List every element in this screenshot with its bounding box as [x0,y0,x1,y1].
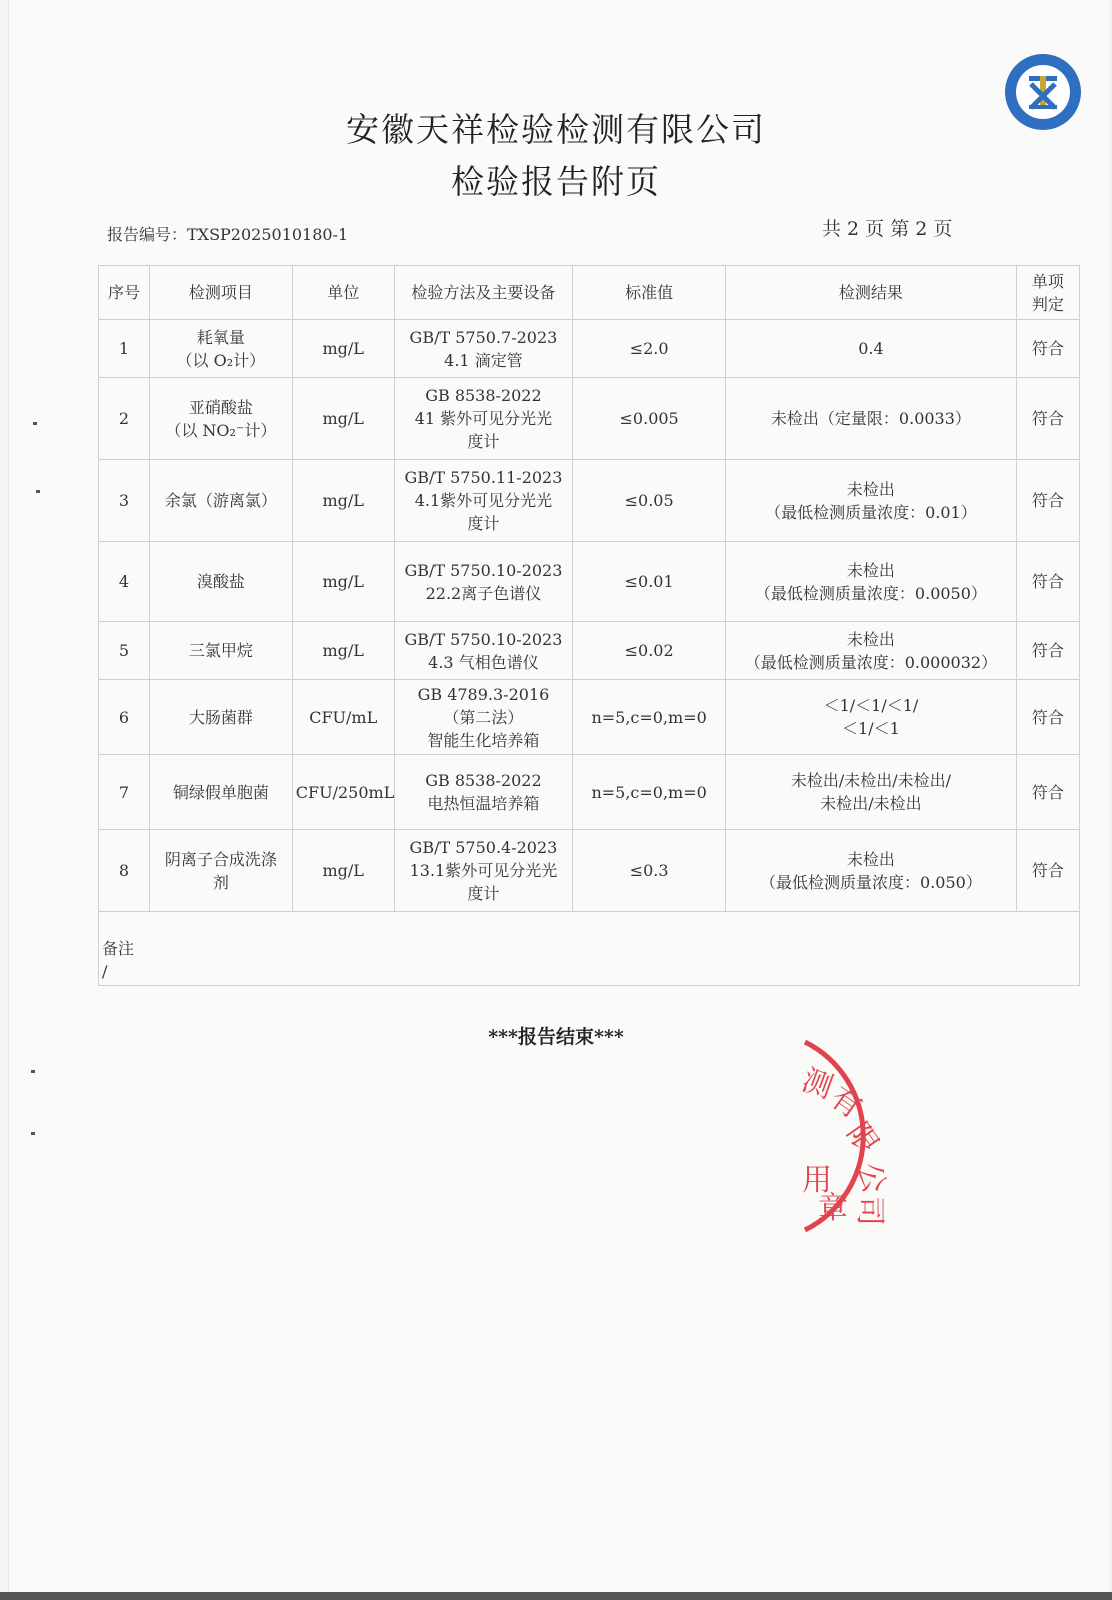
cell-seq: 4 [99,542,150,622]
cell-result: 未检出/未检出/未检出/ 未检出/未检出 [726,755,1017,830]
cell-unit: mg/L [292,460,394,542]
cell-method: GB/T 5750.7-2023 4.1 滴定管 [394,320,572,378]
cell-item: 溴酸盐 [149,542,292,622]
cell-method: GB/T 5750.11-2023 4.1紫外可见分光光 度计 [394,460,572,542]
cell-unit: CFU/mL [292,680,394,755]
cell-item: 铜绿假单胞菌 [149,755,292,830]
header-seq: 序号 [99,266,150,320]
cell-judgement: 符合 [1016,830,1079,912]
cell-standard: ≤0.3 [573,830,726,912]
official-seal-stamp [730,1030,930,1245]
svg-text:章: 章 [818,1192,848,1225]
cell-standard: ≤0.005 [573,378,726,460]
cell-seq: 7 [99,755,150,830]
cell-unit: mg/L [292,622,394,680]
table-row [99,622,1080,680]
table-row [99,830,1080,912]
cell-seq: 5 [99,622,150,680]
cell-standard: n=5,c=0,m=0 [573,680,726,755]
cell-standard: ≤0.05 [573,460,726,542]
svg-text:用: 用 [802,1164,832,1197]
cell-method: GB/T 5750.10-2023 4.3 气相色谱仪 [394,622,572,680]
cell-result: 未检出 （最低检测质量浓度：0.0050） [726,542,1017,622]
svg-text:限: 限 [840,1117,885,1161]
cell-item: 三氯甲烷 [149,622,292,680]
cell-judgement: 符合 [1016,680,1079,755]
cell-method: GB 8538-2022 41 紫外可见分光光 度计 [394,378,572,460]
cell-result: 未检出（定量限：0.0033） [726,378,1017,460]
svg-text:有: 有 [823,1080,868,1125]
cell-result: 未检出 （最低检测质量浓度：0.000032） [726,622,1017,680]
svg-text:司: 司 [853,1196,886,1226]
scan-speck [31,1070,35,1073]
report-number: 报告编号：TXSP2025010180-1 [107,225,349,244]
cell-result: 未检出 （最低检测质量浓度：0.050） [726,830,1017,912]
cell-method: GB/T 5750.4-2023 13.1紫外可见分光光 度计 [394,830,572,912]
cell-unit: mg/L [292,830,394,912]
header-judgement: 单项 判定 [1016,266,1079,320]
page-indicator: 共 2 页 第 2 页 [822,218,953,240]
scan-speck [36,490,40,493]
report-end-marker: ***报告结束*** [488,1026,624,1048]
cell-judgement: 符合 [1016,320,1079,378]
table-row [99,460,1080,542]
cell-method: GB/T 5750.10-2023 22.2离子色谱仪 [394,542,572,622]
cell-item: 耗氧量 （以 O₂计） [149,320,292,378]
cell-unit: mg/L [292,378,394,460]
cell-item: 阴离子合成洗涤 剂 [149,830,292,912]
table-row [99,320,1080,378]
cell-item: 大肠菌群 [149,680,292,755]
cell-result: 未检出 （最低检测质量浓度：0.01） [726,460,1017,542]
cell-judgement: 符合 [1016,378,1079,460]
header-item: 检测项目 [149,266,292,320]
header-method: 检验方法及主要设备 [394,266,572,320]
remarks-row [99,912,1080,986]
table-row [99,755,1080,830]
cell-seq: 3 [99,460,150,542]
scan-speck [33,422,37,425]
company-name: 安徽天祥检验检测有限公司 [346,110,766,149]
cell-unit: mg/L [292,320,394,378]
cell-unit: mg/L [292,542,394,622]
remarks-value: / [102,962,108,981]
cell-seq: 8 [99,830,150,912]
table-header-row [99,266,1080,320]
cell-standard: n=5,c=0,m=0 [573,755,726,830]
table-row [99,542,1080,622]
cell-item: 余氯（游离氯） [149,460,292,542]
cell-judgement: 符合 [1016,460,1079,542]
header-unit: 单位 [292,266,394,320]
cell-seq: 1 [99,320,150,378]
svg-text:公: 公 [851,1159,891,1197]
header-standard: 标准值 [573,266,726,320]
report-title: 检验报告附页 [451,162,661,201]
table-row [99,680,1080,755]
cell-seq: 6 [99,680,150,755]
cell-standard: ≤0.02 [573,622,726,680]
svg-text:测: 测 [797,1063,838,1105]
cell-judgement: 符合 [1016,542,1079,622]
table-row [99,378,1080,460]
cell-standard: ≤2.0 [573,320,726,378]
cell-method: GB 4789.3-2016 （第二法） 智能生化培养箱 [394,680,572,755]
cell-method: GB 8538-2022 电热恒温培养箱 [394,755,572,830]
cell-judgement: 符合 [1016,622,1079,680]
bottom-edge [0,1592,1112,1600]
cell-judgement: 符合 [1016,755,1079,830]
cell-result: 0.4 [726,320,1017,378]
cell-seq: 2 [99,378,150,460]
scan-speck [31,1132,35,1135]
header-result: 检测结果 [726,266,1017,320]
remarks-label: 备注 [102,939,135,958]
cell-item: 亚硝酸盐 （以 NO₂⁻计） [149,378,292,460]
cell-standard: ≤0.01 [573,542,726,622]
cell-result: ＜1/＜1/＜1/ ＜1/＜1 [726,680,1017,755]
remarks-cell [99,912,1080,986]
results-table [98,265,1080,986]
cell-unit: CFU/250mL [292,755,394,830]
